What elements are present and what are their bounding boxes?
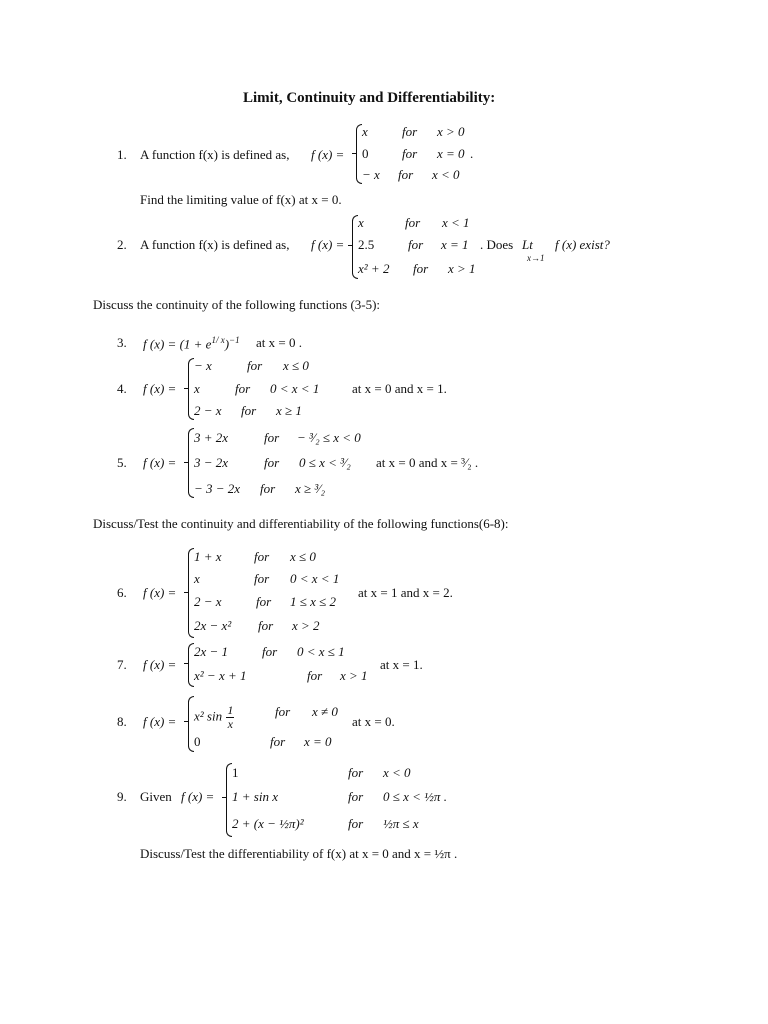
q6-case2-expr: x (194, 571, 200, 586)
q7-case2-for: for (307, 668, 323, 683)
q5-case1-cond: − ³⁄₂ ≤ x < 0 (297, 430, 361, 445)
q1-case3-expr: − x (362, 167, 380, 182)
q1-case2-expr: 0 (362, 146, 369, 161)
q9-case3-cond: ½π ≤ x (383, 816, 419, 831)
q2-lt: Lt (522, 237, 533, 252)
q1-case2-cond: x = 0 (437, 146, 465, 161)
q5-case3-for: for (260, 481, 276, 496)
q7-at: at x = 1. (380, 657, 423, 672)
q2-lhs: f (x) = (311, 237, 345, 252)
q5-case3-cond: x ≥ ³⁄₂ (295, 481, 325, 496)
q5-case2-for: for (264, 455, 280, 470)
q4-case2-expr: x (194, 381, 200, 396)
q6-case3-cond: 1 ≤ x ≤ 2 (290, 594, 337, 609)
q1-case1-expr: x (362, 124, 368, 139)
section2-heading: Discuss/Test the continuity and differentiability of the following functions(6-8): (93, 516, 509, 531)
q9-case3-for: for (348, 816, 364, 831)
q2-case3-cond: x > 1 (448, 261, 476, 276)
q8-at: at x = 0. (352, 714, 395, 729)
q6-number: 6. (117, 585, 127, 600)
q2-number: 2. (117, 237, 127, 252)
q7-lhs: f (x) = (143, 657, 177, 672)
q7-number: 7. (117, 657, 127, 672)
q5-case1-for: for (264, 430, 280, 445)
q2-case3-for: for (413, 261, 429, 276)
q4-case1-for: for (247, 358, 263, 373)
q3-at: at x = 0 . (256, 335, 302, 350)
q6-case1-for: for (254, 549, 270, 564)
q8-lhs: f (x) = (143, 714, 177, 729)
q5-at: at x = 0 and x = ³⁄₂ . (376, 455, 479, 470)
q6-case4-expr: 2x − x² (194, 618, 232, 633)
q1-number: 1. (117, 147, 127, 162)
q5-case2-cond: 0 ≤ x < ³⁄₂ (299, 455, 351, 470)
q8-case2-expr: 0 (194, 734, 201, 749)
q2-case1-expr: x (358, 215, 364, 230)
q1-end: . (470, 146, 474, 161)
q1-follow: Find the limiting value of f(x) at x = 0. (140, 192, 342, 207)
q6-at: at x = 1 and x = 2. (358, 585, 453, 600)
q6-lhs: f (x) = (143, 585, 177, 600)
q6-case4-cond: x > 2 (292, 618, 320, 633)
q7-case1-expr: 2x − 1 (194, 644, 229, 659)
q1-case2-for: for (402, 146, 418, 161)
q2-case1-cond: x < 1 (442, 215, 470, 230)
q2-case3-expr: x² + 2 (358, 261, 390, 276)
q9-case2-cond: 0 ≤ x < ½π . (383, 789, 447, 804)
q2-lt-subscript: x→1 (527, 253, 545, 263)
q5-case2-expr: 3 − 2x (194, 455, 229, 470)
q8-case2-for: for (270, 734, 286, 749)
section1-heading: Discuss the continuity of the following functions (3-5): (93, 297, 381, 312)
q6-case3-for: for (256, 594, 272, 609)
q6-case4-for: for (258, 618, 274, 633)
q5-case1-expr: 3 + 2x (194, 430, 229, 445)
q9-case1-cond: x < 0 (383, 765, 411, 780)
q9-case1-expr: 1 (232, 765, 239, 780)
q3-expression: f $(x) = (1 + e^{1/ x})^{-1}$ (143, 335, 240, 352)
q4-case1-expr: − x (194, 358, 212, 373)
q8-case1-cond: x ≠ 0 (312, 704, 338, 719)
q2-tail2: f (x) exist? (555, 237, 610, 252)
q6-case2-cond: 0 < x < 1 (290, 571, 340, 586)
q4-at: at x = 0 and x = 1. (352, 381, 447, 396)
q8-case2-cond: x = 0 (304, 734, 332, 749)
q5-number: 5. (117, 455, 127, 470)
q7-case2-expr: x² − x + 1 (194, 668, 247, 683)
q6-case1-expr: 1 + x (194, 549, 222, 564)
q8-number: 8. (117, 714, 127, 729)
q1-intro: A function f(x) is defined as, (140, 147, 290, 162)
q7-case1-for: for (262, 644, 278, 659)
q7-case1-cond: 0 < x ≤ 1 (297, 644, 345, 659)
q3-number: 3. (117, 335, 127, 350)
q1-case3-cond: x < 0 (432, 167, 460, 182)
q8-case1-for: for (275, 704, 291, 719)
q1-case1-for: for (402, 124, 418, 139)
q9-case3-expr: 2 + (x − ½π)² (232, 816, 304, 831)
q9-follow: Discuss/Test the differentiability of f(x) at x = 0 and x = ½π . (140, 846, 458, 861)
q6-case3-expr: 2 − x (194, 594, 222, 609)
q2-case1-for: for (405, 215, 421, 230)
q5-lhs: f (x) = (143, 455, 177, 470)
q1-lhs: f (x) = (311, 147, 345, 162)
q7-case2-cond: x > 1 (340, 668, 368, 683)
q4-lhs: f (x) = (143, 381, 177, 396)
q2-tail: . Does (480, 237, 514, 252)
q5-case3-expr: − 3 − 2x (194, 481, 241, 496)
q4-case3-cond: x ≥ 1 (276, 403, 302, 418)
q4-case3-for: for (241, 403, 257, 418)
document-title: Limit, Continuity and Differentiability: (243, 90, 496, 106)
q9-case1-for: for (348, 765, 364, 780)
q6-case1-cond: x ≤ 0 (290, 549, 316, 564)
q2-case2-cond: x = 1 (441, 237, 469, 252)
q4-case2-cond: 0 < x < 1 (270, 381, 320, 396)
q4-number: 4. (117, 381, 127, 396)
q2-case2-for: for (408, 237, 424, 252)
q9-number: 9. (117, 789, 127, 804)
q2-case2-expr: 2.5 (358, 237, 375, 252)
q4-case2-for: for (235, 381, 251, 396)
q4-case1-cond: x ≤ 0 (283, 358, 309, 373)
q2-intro: A function f(x) is defined as, (140, 237, 290, 252)
q6-case2-for: for (254, 571, 270, 586)
q9-lhs: f (x) = (181, 789, 215, 804)
q1-case1-cond: x > 0 (437, 124, 465, 139)
q9-case2-expr: 1 + sin x (232, 789, 278, 804)
q9-intro: Given (140, 789, 172, 804)
q4-case3-expr: 2 − x (194, 403, 222, 418)
q1-case3-for: for (398, 167, 414, 182)
q8-case1-expr: x² sin $\frac{1}{x}$ (194, 703, 234, 731)
q9-case2-for: for (348, 789, 364, 804)
